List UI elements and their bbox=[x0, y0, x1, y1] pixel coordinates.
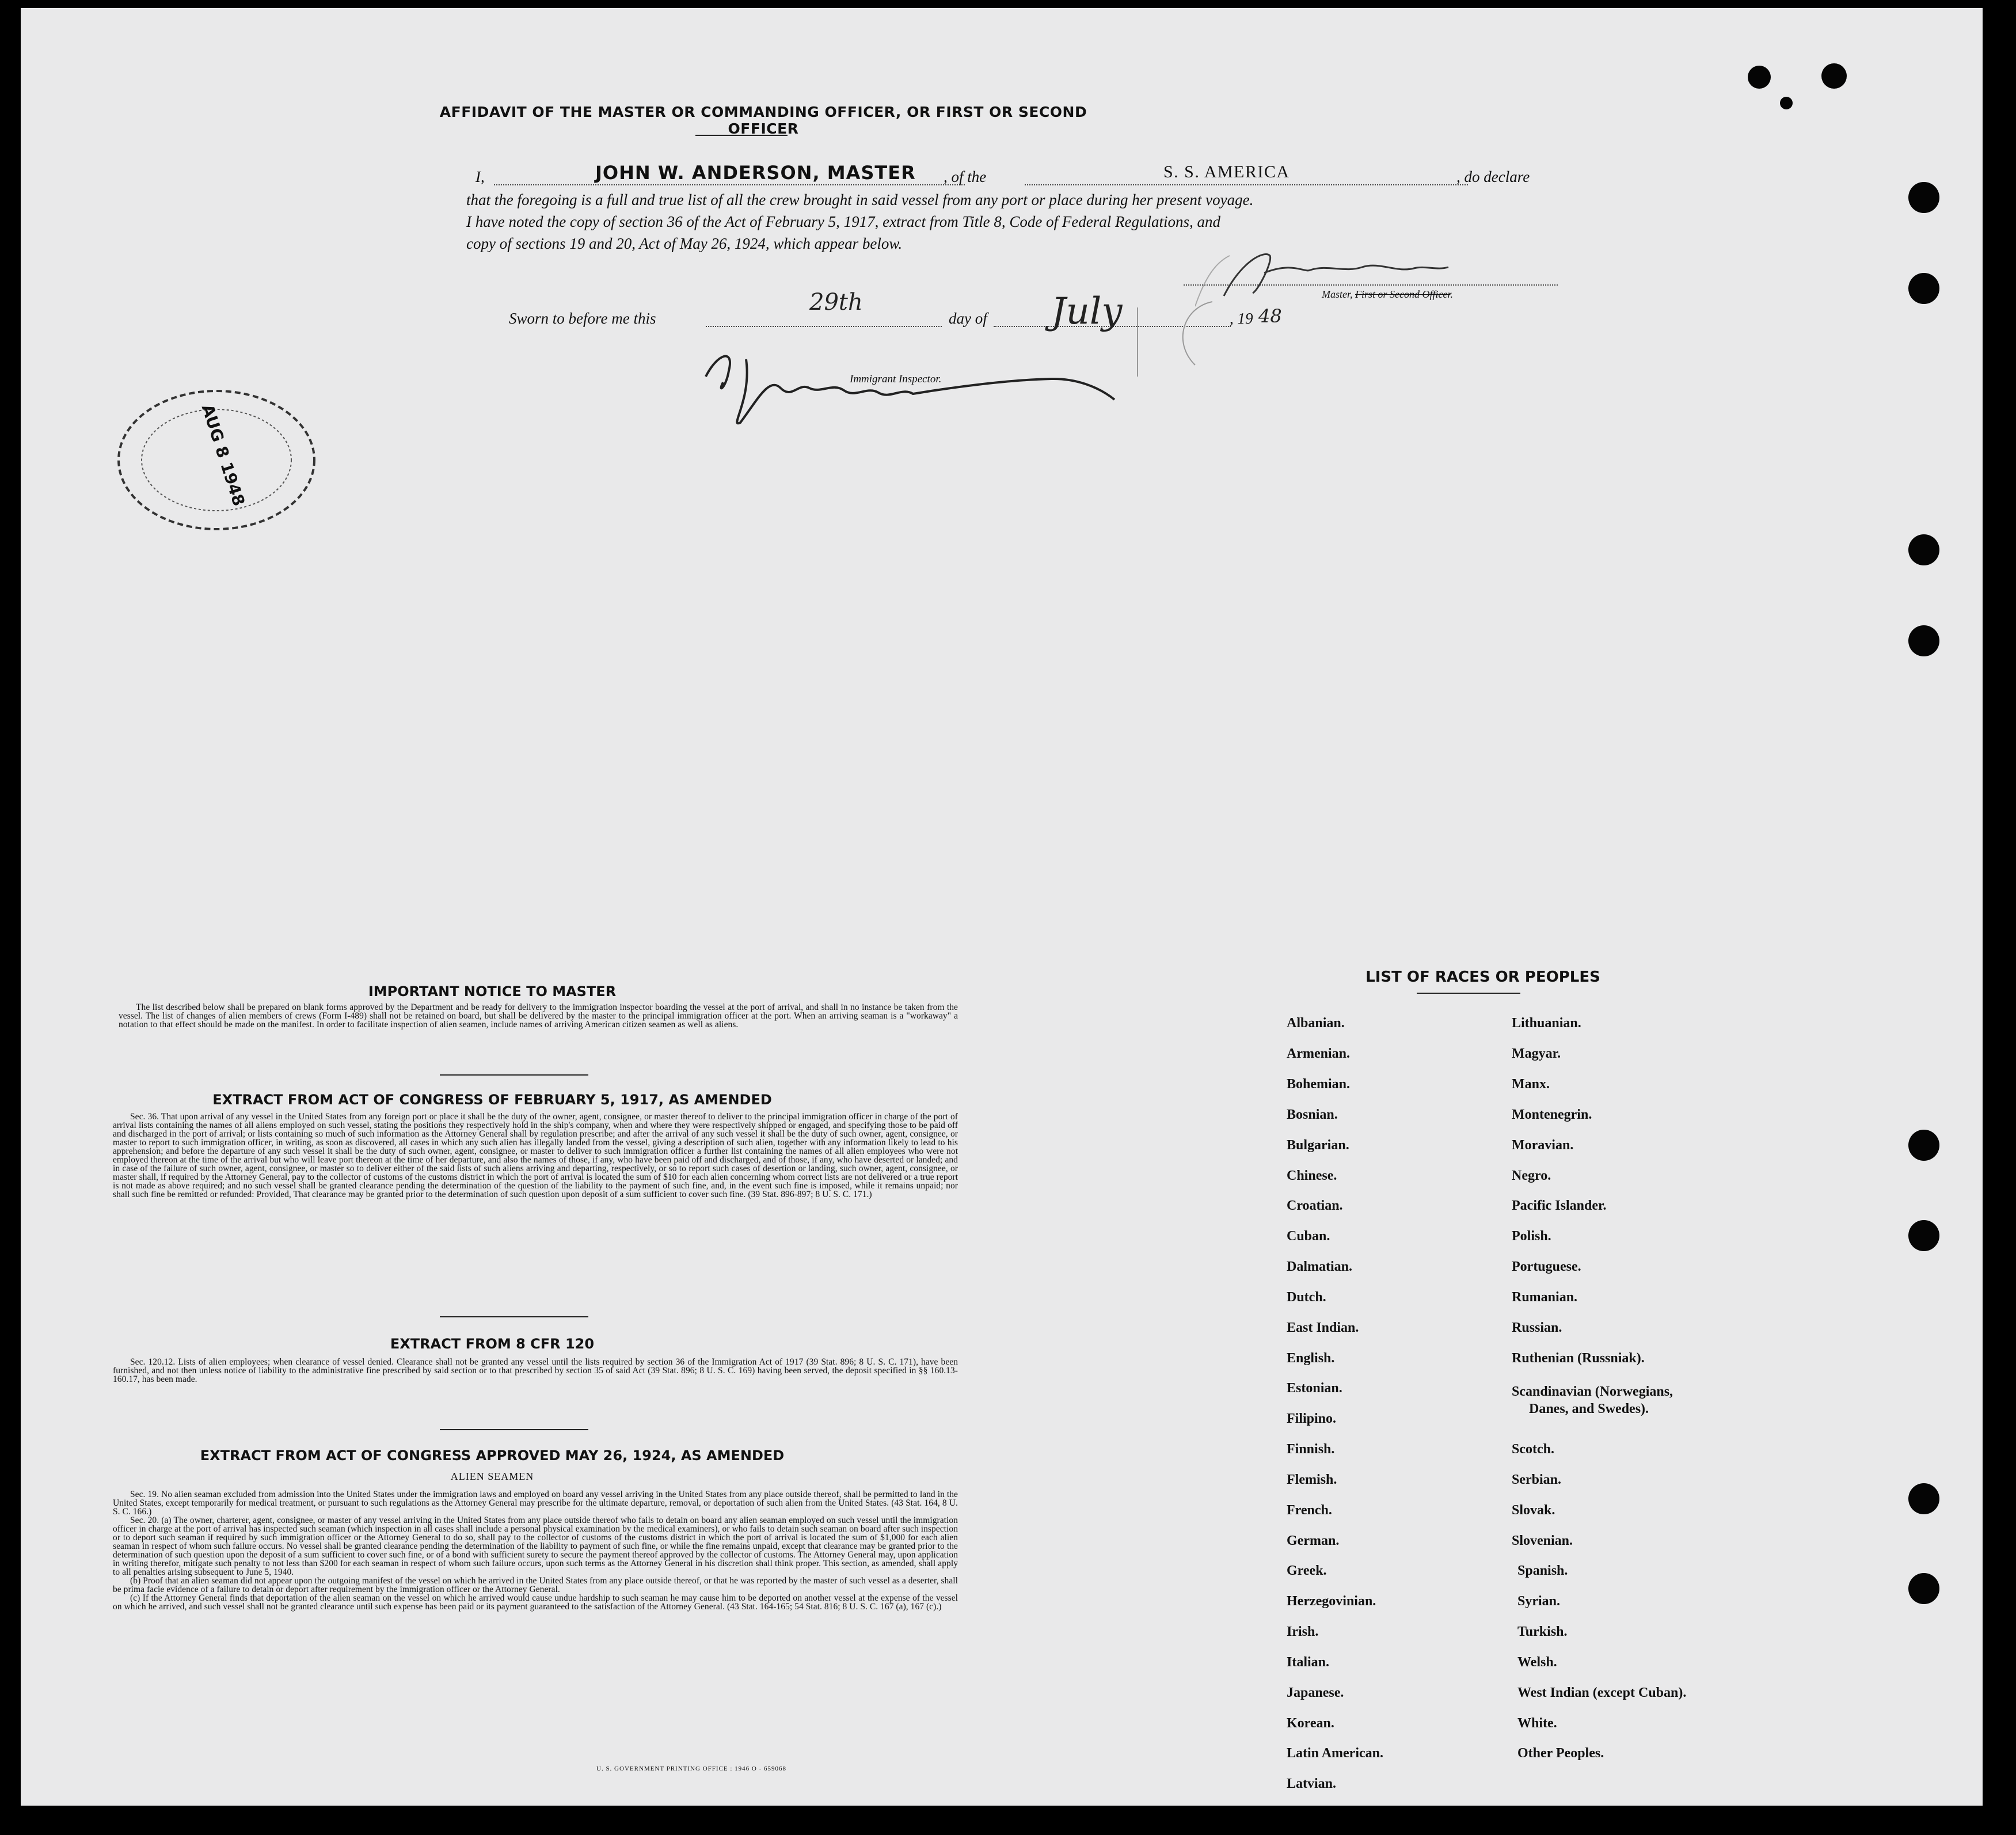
extract1-title: EXTRACT FROM ACT OF CONGRESS OF FEBRUARY 5, 1917, AS AMENDED bbox=[212, 1092, 772, 1108]
master-caption bbox=[1322, 288, 1453, 301]
race-item: Portuguese. bbox=[1512, 1259, 1581, 1274]
race-item: Ruthenian (Russniak). bbox=[1512, 1351, 1645, 1366]
extract2-title: EXTRACT FROM 8 CFR 120 bbox=[390, 1336, 595, 1352]
race-item: Japanese. bbox=[1287, 1685, 1344, 1700]
race-item: Syrian. bbox=[1517, 1594, 1561, 1609]
race-item: Dalmatian. bbox=[1287, 1259, 1352, 1274]
sec20b-paragraph: (b) Proof that an alien seaman did not appear upon the outgoing manifest of the vessel on which he arrived in the United States from any place outside thereof, or that he was reported by the master of such vessel as a deserter, shall be prima facie evidence of a failure to detain or deport after requirement by the immigration officer or the Attorney General. bbox=[113, 1576, 958, 1594]
race-item: Bohemian. bbox=[1287, 1077, 1351, 1092]
punch-hole bbox=[1908, 182, 1939, 213]
section-rule bbox=[440, 1074, 588, 1076]
punch-hole bbox=[1821, 63, 1847, 89]
race-item: Korean. bbox=[1287, 1716, 1334, 1731]
arrival-date-stamp bbox=[107, 382, 326, 538]
race-item: Scandinavian (Norwegians, bbox=[1512, 1384, 1673, 1399]
race-item: Russian. bbox=[1512, 1320, 1562, 1335]
race-item: Polish. bbox=[1512, 1229, 1551, 1244]
race-item: Filipino. bbox=[1287, 1411, 1337, 1426]
master-name-line bbox=[494, 184, 965, 185]
race-item: Bulgarian. bbox=[1287, 1138, 1349, 1153]
sec120-paragraph: Sec. 120.12. Lists of alien employees; when clearance of vessel denied. Clearance shall not be granted any vessel until the lists required by section 36 of the Immigration Act of 1917 (39 Stat. 896; 8 U. S. C. 171), have been furnished, and not then unless notice of liability to the administrative fine prescribed by said section or to that prescribed by section 35 of said Act (39 Stat. 896; 8 U. S. C. 169) having been served, the deposit specified in §§ 160.13-160.17, has been made. bbox=[113, 1357, 958, 1384]
race-item: Chinese. bbox=[1287, 1168, 1337, 1183]
year-prefix: , 19 bbox=[1230, 310, 1253, 327]
day-line bbox=[706, 326, 942, 327]
section-rule bbox=[440, 1429, 588, 1430]
notice-title: IMPORTANT NOTICE TO MASTER bbox=[368, 983, 617, 1000]
extract2-body bbox=[113, 1358, 958, 1384]
extract3-body bbox=[113, 1490, 958, 1611]
race-item: Armenian. bbox=[1287, 1046, 1350, 1061]
race-item: Bosnian. bbox=[1287, 1107, 1338, 1122]
race-item: Danes, and Swedes). bbox=[1529, 1401, 1649, 1416]
race-item: East Indian. bbox=[1287, 1320, 1359, 1335]
title-rule bbox=[695, 135, 788, 136]
punch-hole bbox=[1908, 625, 1939, 656]
race-item: Pacific Islander. bbox=[1512, 1198, 1607, 1213]
race-item: Lithuanian. bbox=[1512, 1016, 1581, 1031]
race-item: Scotch. bbox=[1512, 1442, 1554, 1457]
race-item: Flemish. bbox=[1287, 1472, 1337, 1487]
year-suffix: 48 bbox=[1258, 305, 1282, 327]
sworn-day: 29th bbox=[809, 289, 863, 316]
notice-body bbox=[119, 1003, 958, 1029]
inspector-caption: Immigrant Inspector. bbox=[850, 373, 942, 385]
race-item: Latvian. bbox=[1287, 1776, 1337, 1791]
day-of-text: day of bbox=[949, 310, 987, 327]
punch-hole bbox=[1780, 97, 1793, 109]
caption-period: . bbox=[1450, 288, 1453, 300]
race-item: Irish. bbox=[1287, 1624, 1319, 1639]
sec19-paragraph: Sec. 19. No alien seaman excluded from admission into the United States under the immigration laws and employed on board any vessel arriving in the United States from any place outside thereof, shall be permitted to land in the United States, except temporarily for medical treatment, or pursuant to such regulations as the Attorney General may prescribe for the ultimate departure, removal, or deportation of such alien from the United States. (43 Stat. 164, 8 U. S. C. 166.) bbox=[113, 1490, 958, 1517]
declaration-line-2: that the foregoing is a full and true list of all the crew brought in said vessel from any port or place during her present voyage. bbox=[466, 191, 1254, 208]
race-item: Estonian. bbox=[1287, 1381, 1342, 1396]
race-item: Italian. bbox=[1287, 1655, 1330, 1670]
sec20a-paragraph: Sec. 20. (a) The owner, charterer, agent, consignee, or master of any vessel arriving in the United States from any place outside thereof who fails to detain on board any alien seaman employed on such vessel until the immigration officer in charge at the port of arrival has inspected such seaman (which inspection in all cases shall include a personal physical examination by the medical examiners), or who fails to detain such seaman on board after such inspection or to deport such seaman if required by such immigration officer or the Attorney General to do so, shall pay to the collector of customs of the customs district in which the port of arrival is located the sum of $1,000 for each alien seaman in respect of whom such failure occurs. No vessel shall be granted clearance pending the determination of the liability to payment of such fine, or while the fine remains unpaid, except that clearance may be granted prior to the determination of such question upon the deposit of a sum sufficient to cover such fine, or of a bond with sufficient surety to secure the payment thereof approved by the collector of customs. The Attorney General may, upon application in writing therefor, mitigate such penalty to not less than $200 for each seaman in respect of whom such failure occurs, upon such terms as the Attorney General in his discretion shall think proper. This section, as amended, shall apply to all penalties arising subsequent to June 5, 1940. bbox=[113, 1515, 958, 1577]
affidavit-i: I, bbox=[476, 168, 485, 185]
vessel-name-line bbox=[1025, 184, 1468, 185]
punch-hole bbox=[1908, 273, 1939, 304]
stamp-date: AUG 8 1948 bbox=[197, 402, 249, 508]
race-item: German. bbox=[1287, 1533, 1340, 1548]
race-item: Latin American. bbox=[1287, 1746, 1383, 1761]
affidavit-title: AFFIDAVIT OF THE MASTER OR COMMANDING OFFICER, OR FIRST OR SECOND OFFICER bbox=[439, 104, 1087, 137]
document-sheet bbox=[21, 8, 1983, 1806]
struck-caption: First or Second Officer bbox=[1355, 288, 1451, 300]
punch-hole bbox=[1908, 534, 1939, 565]
punch-hole bbox=[1908, 1483, 1939, 1514]
race-item: Turkish. bbox=[1517, 1624, 1568, 1639]
race-item: Albanian. bbox=[1287, 1016, 1345, 1031]
sworn-month: July bbox=[1051, 290, 1123, 333]
race-item: Croatian. bbox=[1287, 1198, 1343, 1213]
race-item: Greek. bbox=[1287, 1563, 1327, 1578]
race-item: Magyar. bbox=[1512, 1046, 1561, 1061]
extract1-body bbox=[113, 1112, 958, 1199]
race-item: Moravian. bbox=[1512, 1138, 1574, 1153]
race-item: Slovenian. bbox=[1512, 1533, 1573, 1548]
master-name: JOHN W. ANDERSON, MASTER bbox=[595, 162, 916, 184]
printer-line: U. S. GOVERNMENT PRINTING OFFICE : 1946 O - 659068 bbox=[596, 1765, 787, 1772]
sec20c-paragraph: (c) If the Attorney General finds that deportation of the alien seaman on the vessel on which he arrived would cause undue hardship to such seaman he may cause him to be deported on another vessel at the expense of the vessel on which he arrived, and such vessel shall not be granted clearance until such expense has been paid or its payment guaranteed to the satisfaction of the Attorney General. (43 Stat. 164-165; 54 Stat. 816; 8 U. S. C. 167 (a), 167 (c).) bbox=[113, 1593, 958, 1612]
race-item: Rumanian. bbox=[1512, 1290, 1578, 1305]
race-item: Manx. bbox=[1512, 1077, 1550, 1092]
punch-hole bbox=[1908, 1220, 1939, 1251]
race-item: Spanish. bbox=[1517, 1563, 1568, 1578]
race-item: Finnish. bbox=[1287, 1442, 1335, 1457]
declaration-line-3: I have noted the copy of section 36 of the Act of February 5, 1917, extract from Title 8, Code of Federal Regulations, and bbox=[466, 213, 1221, 230]
race-item: Dutch. bbox=[1287, 1290, 1326, 1305]
race-item: Negro. bbox=[1512, 1168, 1551, 1183]
extract3-subtitle: ALIEN SEAMEN bbox=[450, 1471, 534, 1482]
race-item: White. bbox=[1517, 1716, 1557, 1731]
race-item: Cuban. bbox=[1287, 1229, 1330, 1244]
of-the-text: , of the bbox=[944, 168, 987, 185]
declaration-line-4: copy of sections 19 and 20, Act of May 26, 1924, which appear below. bbox=[466, 235, 903, 252]
punch-hole bbox=[1908, 1130, 1939, 1161]
race-item: Herzegovinian. bbox=[1287, 1594, 1376, 1609]
extract3-title: EXTRACT FROM ACT OF CONGRESS APPROVED MAY 26, 1924, AS AMENDED bbox=[200, 1448, 785, 1464]
do-declare-text: , do declare bbox=[1456, 168, 1530, 185]
sworn-text: Sworn to before me this bbox=[509, 310, 656, 327]
race-item: West Indian (except Cuban). bbox=[1517, 1685, 1687, 1700]
race-item: Other Peoples. bbox=[1517, 1746, 1604, 1761]
race-item: Montenegrin. bbox=[1512, 1107, 1592, 1122]
races-title-rule bbox=[1417, 993, 1520, 994]
sec36-paragraph: Sec. 36. That upon arrival of any vessel in the United States from any foreign port or place it shall be the duty of the owner, agent, consignee, or master thereof to deliver to the principal immigration officer in charge of the port of arrival lists containing the names of all aliens employed on such vessel, stating the positions they respectively hold in the ship's company, when and where they were respectively shipped or engaged, and specifying those to be paid off and discharged in the port of arrival; or lists containing so much of such information as the Attorney General shall by regulation prescribe; and after the arrival of any such vessel it shall be the duty of such owner, agent, consignee, or master to report to such immigration officer, in writing, as soon as discovered, all cases in which any such alien has illegally landed from the vessel, giving a description of such alien, together with any information likely to lead to his apprehension; and before the departure of any such vessel it shall be the duty of such owner, agent, consignee, or master to deliver to such immigration officer a further list containing the names of all alien employees who were not employed thereon at the time of the arrival but who will leave port thereon at the time of her departure, and also the names of those, if any, who have been paid off and discharged, and of those, if any, who have deserted or landed; and in case of the failure of such owner, agent, consignee, or master so to deliver either of the said lists of such aliens arriving and departing, respectively, or so to report such cases of desertion or landing, such owner, agent, consignee, or master shall, if required by the Attorney General, pay to the collector of customs of the customs district in which the port of arrival is located the sum of $10 for each alien concerning whom correct lists are not delivered or a true report is not made as above required; and no such vessel shall be granted clearance pending the determination of the question of the liability to the payment of such fine, and, in the event such fine is imposed, while it remains unpaid; nor shall such fine be remitted or refunded: Provided, That clearance may be granted prior to the determination of such question upon deposit of a sum sufficient to cover such fine. (39 Stat. 896-897; 8 U. S. C. 171.) bbox=[113, 1112, 958, 1199]
punch-hole bbox=[1908, 1573, 1939, 1604]
races-title: LIST OF RACES OR PEOPLES bbox=[1365, 968, 1600, 986]
notice-paragraph: The list described below shall be prepared on blank forms approved by the Department and be ready for delivery to the immigration inspector boarding the vessel at the port of arrival, and shall in no instance be taken from the vessel. The list of changes of alien members of crews (Form I-489) shall not be retained on board, but shall be delivered by the master to the principal immigration officer at the port. When an arriving seaman is a "workaway" a notation to that effect should be made on the manifest. In order to facilitate inspection of alien seamen, include names of arriving American citizen seamen as well as aliens. bbox=[119, 1002, 958, 1029]
punch-hole bbox=[1748, 66, 1771, 89]
vessel-name: S. S. AMERICA bbox=[1163, 162, 1290, 181]
race-item: Welsh. bbox=[1517, 1655, 1557, 1670]
master-caption-label: Master, bbox=[1322, 288, 1355, 300]
month-flourish bbox=[1126, 296, 1218, 382]
race-item: Serbian. bbox=[1512, 1472, 1562, 1487]
section-rule bbox=[440, 1316, 588, 1317]
race-item: English. bbox=[1287, 1351, 1335, 1366]
race-item: French. bbox=[1287, 1503, 1332, 1518]
race-item: Slovak. bbox=[1512, 1503, 1555, 1518]
